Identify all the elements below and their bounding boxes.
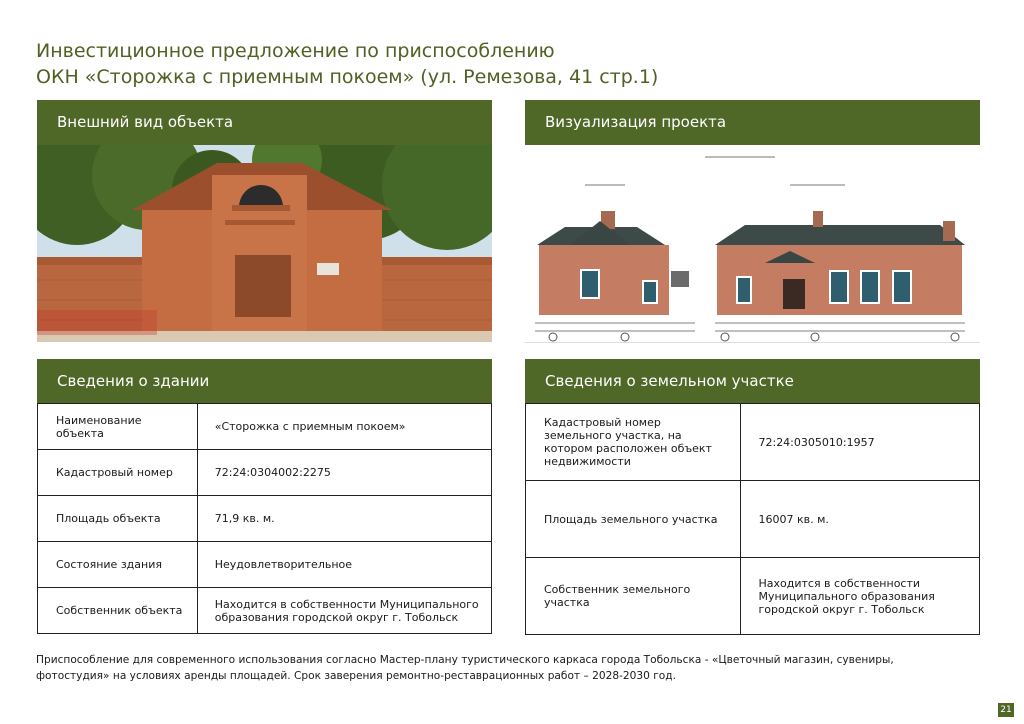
footer-note-line-1: Приспособление для современного использования согласно Мастер-плану туристического каркаса города Тобольска - «Цветочный магазин, сувениры,	[36, 654, 894, 666]
footer-note	[36, 652, 896, 684]
building-value-area: 71,9 кв. м.	[197, 496, 491, 542]
visualization-panel-title: Визуализация проекта	[545, 113, 727, 131]
table-row	[38, 450, 492, 496]
table-row	[38, 588, 492, 634]
table-row	[38, 542, 492, 588]
footer-note-line-2: фотостудия» на условиях аренды площадей. Срок заверения ремонтно-реставрационных работ – 2028-2030 год.	[36, 670, 676, 682]
exterior-panel-header	[37, 100, 492, 145]
building-label-owner: Собственник объекта	[38, 588, 198, 634]
land-value-cadastral: 72:24:0305010:1957	[741, 404, 980, 481]
page-title-line-1: Инвестиционное предложение по приспособлению	[36, 40, 555, 62]
table-row	[526, 558, 980, 635]
land-info-title: Сведения о земельном участке	[545, 372, 794, 390]
table-row	[526, 481, 980, 558]
building-info-header	[37, 359, 492, 404]
building-value-owner: Находится в собственности Муниципального образования городской округ г. Тобольск	[197, 588, 491, 634]
building-label-cadastral: Кадастровый номер	[38, 450, 198, 496]
page-title-line-2: ОКН «Сторожка с приемным покоем» (ул. Ремезова, 41 стр.1)	[36, 66, 659, 88]
land-label-owner: Собственник земельного участка	[526, 558, 741, 635]
table-row	[38, 496, 492, 542]
visualization-panel-header	[525, 100, 980, 145]
building-label-name: Наименование объекта	[38, 404, 198, 450]
building-info-table	[37, 403, 492, 634]
table-row	[38, 404, 492, 450]
building-value-name: «Сторожка с приемным покоем»	[197, 404, 491, 450]
page-number: 21	[998, 703, 1014, 717]
exterior-photo	[37, 145, 492, 342]
land-label-area: Площадь земельного участка	[526, 481, 741, 558]
land-info-header	[525, 359, 980, 404]
building-label-condition: Состояние здания	[38, 542, 198, 588]
exterior-panel-title: Внешний вид объекта	[57, 113, 234, 131]
table-row	[526, 404, 980, 481]
land-label-cadastral: Кадастровый номер земельного участка, на котором расположен объект недвижимости	[526, 404, 741, 481]
page-title	[36, 38, 736, 90]
building-info-title: Сведения о здании	[57, 372, 210, 390]
project-visualization-drawing	[525, 145, 980, 343]
land-value-area: 16007 кв. м.	[741, 481, 980, 558]
building-value-cadastral: 72:24:0304002:2275	[197, 450, 491, 496]
land-value-owner: Находится в собственности Муниципального образования городской округ г. Тобольск	[741, 558, 980, 635]
building-value-condition: Неудовлетворительное	[197, 542, 491, 588]
building-label-area: Площадь объекта	[38, 496, 198, 542]
land-info-table	[525, 403, 980, 635]
